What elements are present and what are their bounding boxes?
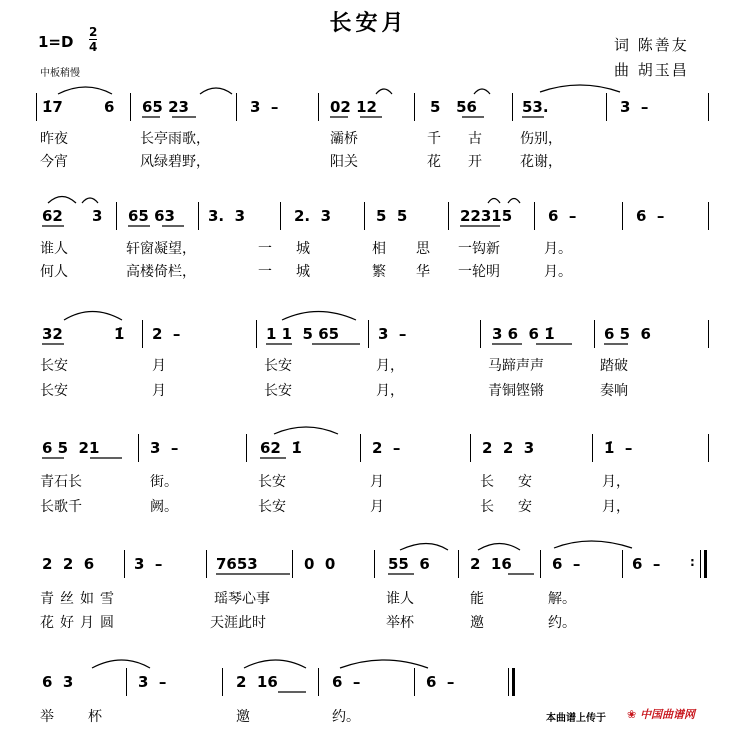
lyric: 月。 [544, 264, 572, 280]
time-sig-bottom: 4 [89, 40, 98, 54]
note-group: 1̇ [114, 325, 125, 343]
lyric: 长亭雨歌， [140, 131, 210, 147]
lyric: 解。 [548, 591, 576, 607]
lyric: 月， [376, 358, 404, 374]
lyric: 杯 [88, 709, 102, 725]
lyric: 花好月圆 [40, 615, 120, 631]
lyricist-credit: 词 陈善友 [614, 36, 689, 54]
lyric: 长安 [258, 474, 286, 490]
note-group: 22315 [460, 207, 513, 225]
note-group: 62 [42, 207, 63, 225]
note-group: 1̇7 [42, 98, 63, 116]
note-group: 3. 3 [208, 207, 246, 225]
lyric: 一 [258, 241, 272, 257]
lyric: 相 [372, 241, 386, 257]
note-group: 32 [42, 325, 63, 343]
note-group: 6 – [632, 555, 661, 573]
lyric: 千 [427, 131, 441, 147]
lyric: 花谢， [520, 154, 562, 170]
note-group: 3 – [620, 98, 649, 116]
slur [58, 87, 112, 94]
note-group: 2 – [372, 439, 401, 457]
lyric: 青铜铿锵 [488, 383, 544, 399]
lyric: 城 [296, 264, 310, 280]
note-group: 7653 [216, 555, 258, 573]
slur [244, 660, 306, 668]
lyric: 何人 [40, 264, 68, 280]
time-sig-top: 2 [89, 25, 98, 39]
lyric: 一轮明 [458, 264, 500, 280]
lyric: 一钩新 [458, 241, 500, 257]
lyric: 邀 [236, 709, 250, 725]
key-signature: 1=D [38, 33, 74, 51]
lyric: 月。 [544, 241, 572, 257]
lyric: 月， [602, 474, 630, 490]
lyric: 长安 [258, 499, 286, 515]
lyric: 月 [152, 358, 166, 374]
note-group: 0 0 [304, 555, 336, 573]
lyric: 奏响 [600, 383, 628, 399]
slur [82, 198, 98, 203]
note-group: 3 – [150, 439, 179, 457]
slur [400, 544, 448, 551]
slur [508, 199, 520, 204]
slur [340, 660, 428, 668]
note-group: 3 – [134, 555, 163, 573]
note-group: 3 [92, 207, 103, 225]
note-group: 6 [104, 98, 115, 116]
lyric: 月 [370, 499, 384, 515]
lyric: 高楼倚栏， [126, 264, 196, 280]
lyric: 城 [296, 241, 310, 257]
page-title: 长安月 [329, 10, 408, 36]
lyric: 长 [480, 499, 494, 515]
note-group: 6 – [426, 673, 455, 691]
lyric: 邀 [470, 615, 484, 631]
note-group: 2. 3 [294, 207, 332, 225]
lyric: 安 [518, 474, 532, 490]
slur [474, 89, 490, 94]
lyric: 举杯 [386, 615, 414, 631]
lyric: 阙。 [150, 499, 178, 515]
lyric: 昨夜 [40, 131, 68, 147]
slur [282, 312, 356, 321]
lyric: 开 [468, 154, 482, 170]
note-group: 3 – [138, 673, 167, 691]
lyric: 长安 [264, 383, 292, 399]
lyric: 长安 [40, 358, 68, 374]
note-group: 1̇ – [604, 439, 633, 457]
slur [200, 88, 232, 94]
slur [48, 197, 76, 204]
slur [92, 660, 150, 668]
note-group: 6 – [552, 555, 581, 573]
slur [478, 544, 520, 551]
tempo-marking: 中板稍慢 [40, 68, 80, 79]
lyric: 青丝如雪 [40, 591, 120, 607]
note-group: 6 – [636, 207, 665, 225]
slur [488, 199, 500, 204]
slur [64, 312, 122, 321]
note-group: 3 6 6 1̇ [492, 325, 555, 343]
note-group: 65 23 [142, 98, 189, 116]
slur [540, 85, 620, 92]
note-group: 02 12 [330, 98, 377, 116]
note-group: 62 1̇ [260, 439, 302, 457]
lyric: 约。 [332, 709, 360, 725]
note-group: 55 6 [388, 555, 430, 573]
lyric: 繁 [372, 264, 386, 280]
lyric: 月， [602, 499, 630, 515]
lyric: 瑶琴心事 [214, 591, 270, 607]
note-group: 5 5 [376, 207, 408, 225]
lyric: 阳关 [330, 154, 358, 170]
site-logo[interactable] [627, 706, 695, 722]
note-group: 53. [522, 98, 549, 116]
lyric: 古 [468, 131, 482, 147]
lyric: 轩窗凝望， [126, 241, 196, 257]
lyric: 长安 [40, 383, 68, 399]
repeat-dots: : [690, 555, 695, 569]
lyric: 能 [470, 591, 484, 607]
note-group: 3 – [378, 325, 407, 343]
note-group: 5 56 [430, 98, 477, 116]
note-group: 2 2 3 [482, 439, 535, 457]
lyric: 谁人 [386, 591, 414, 607]
lyric: 约。 [548, 615, 576, 631]
slur [376, 89, 392, 94]
lyric: 月， [376, 383, 404, 399]
composer-credit: 曲 胡玉昌 [614, 61, 689, 79]
logo-mark: ❀ [627, 708, 637, 721]
lyric: 灞桥 [330, 131, 358, 147]
lyric: 一 [258, 264, 272, 280]
lyric: 月 [370, 474, 384, 490]
note-group: 6 3 [42, 673, 74, 691]
note-group: 3 – [250, 98, 279, 116]
lyric: 长歌千 [40, 499, 82, 515]
note-group: 6 5 6 [604, 325, 651, 343]
lyric: 伤别， [520, 131, 562, 147]
lyric: 今宵 [40, 154, 68, 170]
note-group: 65 63 [128, 207, 175, 225]
lyric: 青石长 [40, 474, 82, 490]
logo-text: 中国曲谱网 [640, 708, 696, 721]
note-group: 6 5 21 [42, 439, 100, 457]
lyric: 安 [518, 499, 532, 515]
lyric: 天涯此时 [210, 615, 266, 631]
slur [274, 427, 338, 434]
lyric: 马蹄声声 [488, 358, 544, 374]
lyric: 街。 [150, 474, 178, 490]
lyric: 长安 [264, 358, 292, 374]
lyric: 风绿碧野， [140, 154, 210, 170]
lyric: 长 [480, 474, 494, 490]
upload-notice: 本曲谱上传于 [546, 713, 606, 724]
note-group: 2 – [152, 325, 181, 343]
lyric: 踏破 [600, 358, 628, 374]
lyric: 花 [427, 154, 441, 170]
lyric: 月 [152, 383, 166, 399]
note-group: 6 – [332, 673, 361, 691]
note-group: 2 16 [470, 555, 512, 573]
lyric: 思 [416, 241, 430, 257]
slur [554, 541, 632, 548]
note-group: 2 16 [236, 673, 278, 691]
lyric: 举 [40, 709, 54, 725]
lyric: 华 [416, 264, 430, 280]
note-group: 6 – [548, 207, 577, 225]
lyric: 谁人 [40, 241, 68, 257]
note-group: 1 1 5 65 [266, 325, 340, 343]
note-group: 2 2 6 [42, 555, 95, 573]
